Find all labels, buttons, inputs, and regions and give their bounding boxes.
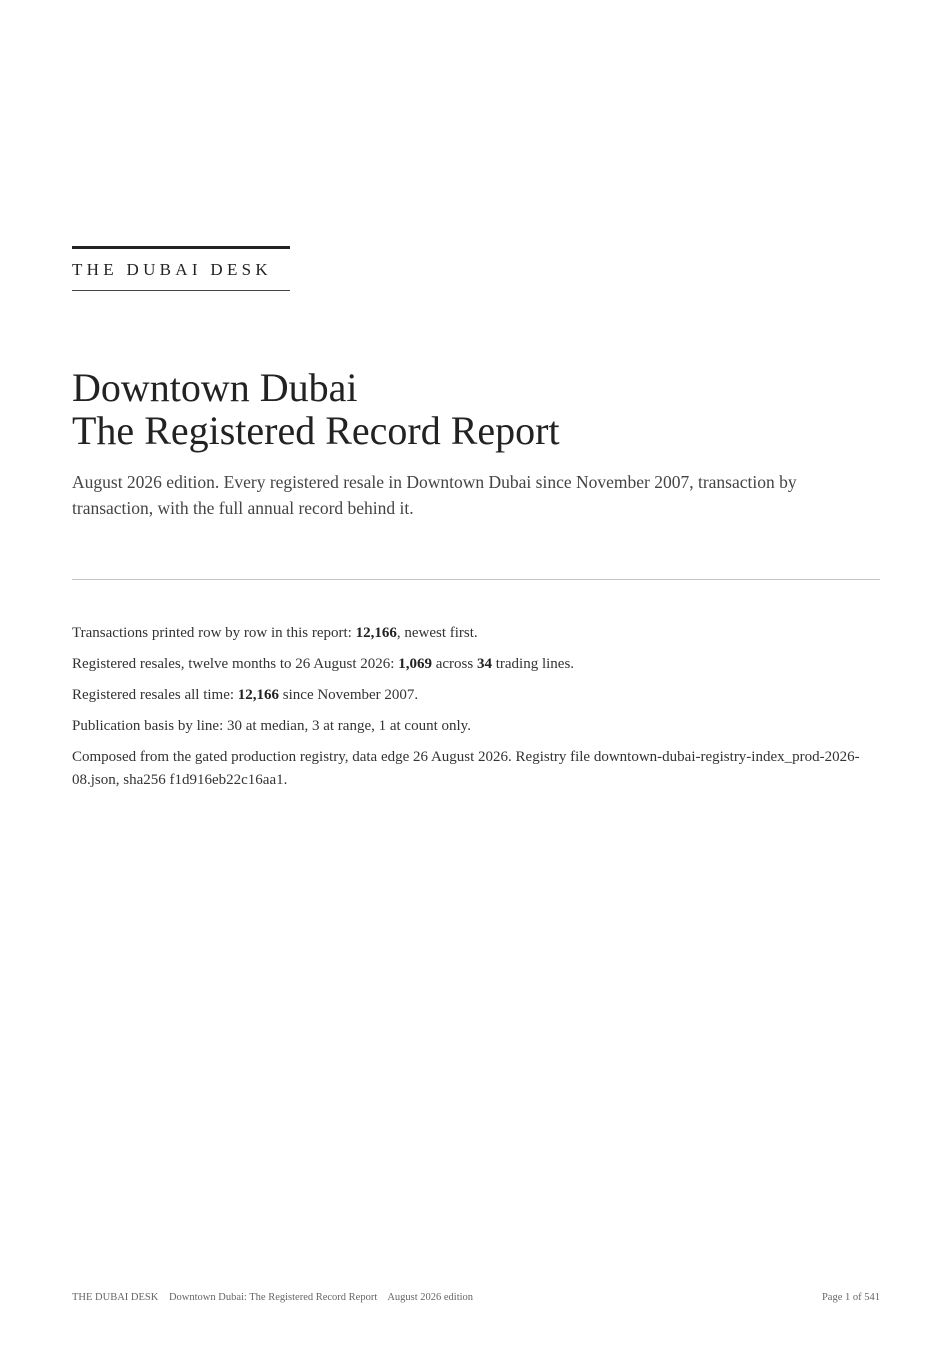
fact-count: 12,166: [355, 625, 397, 641]
report-title-line-2: The Registered Record Report: [72, 408, 560, 453]
fact-text: trading lines.: [491, 656, 575, 672]
page-footer: [72, 1292, 880, 1303]
fact-text: Registered resales, twelve months to 26 August 2026:: [72, 656, 399, 672]
fact-printed-transactions: [72, 622, 880, 645]
footer-running-title: [72, 1292, 880, 1303]
fact-text: across: [431, 656, 477, 672]
footer-report-title: Downtown Dubai: The Registered Record Report: [168, 1292, 378, 1303]
report-cover-page: [72, 0, 880, 1348]
section-divider: [72, 579, 880, 580]
fact-text: Registered resales all time:: [72, 687, 238, 703]
masthead-title: THE DUBAI DESK: [72, 260, 272, 279]
fact-trading-lines: 34: [476, 656, 492, 672]
fact-count: 12,166: [237, 687, 280, 703]
footer-publication: THE DUBAI DESK: [72, 1292, 159, 1303]
report-facts: [72, 622, 880, 800]
fact-publication-basis: Publication basis by line: 30 at median, 3 at range, 1 at count only.: [72, 718, 471, 734]
fact-provenance: Composed from the gated production registry, data edge 26 August 2026. Registry file downtown-dubai-registry-index_prod-2026-08.json, sha256 f1d916eb22c16aa1.: [72, 749, 860, 788]
fact-twelve-month-resales: [72, 653, 880, 676]
report-standfirst: August 2026 edition. Every registered resale in Downtown Dubai since November 2007, transaction by transaction, with the full annual record behind it.: [72, 472, 797, 518]
fact-text: since November 2007.: [279, 687, 419, 703]
report-title-line-1: Downtown Dubai: [72, 365, 358, 410]
fact-text: , newest first.: [396, 625, 478, 641]
masthead: [72, 246, 290, 291]
fact-all-time-resales: [72, 684, 880, 707]
footer-page-number: Page 1 of 541: [821, 1292, 880, 1303]
footer-edition: August 2026 edition: [387, 1292, 474, 1303]
report-title: [72, 366, 560, 452]
fact-count: 1,069: [398, 656, 432, 672]
fact-text: Transactions printed row by row in this report:: [72, 625, 356, 641]
